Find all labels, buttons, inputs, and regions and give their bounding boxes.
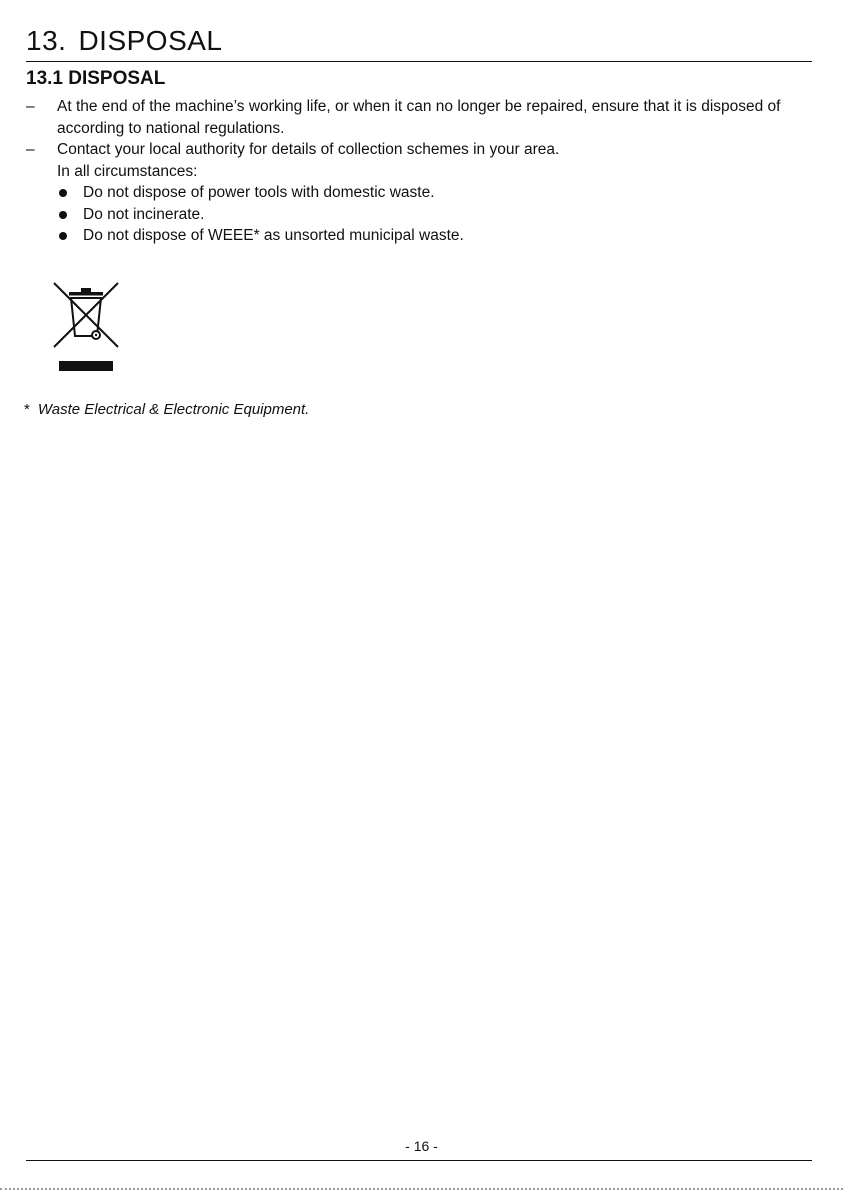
- bullet-dot-icon: [59, 211, 67, 219]
- dash-marker: –: [26, 141, 35, 158]
- heading-divider: [26, 61, 812, 62]
- list-item: [26, 139, 812, 161]
- footnote-marker: *: [24, 401, 30, 418]
- weee-crossed-bin-icon: [52, 281, 120, 373]
- circumstances-intro: In all circumstances:: [57, 162, 198, 180]
- chapter-number: 13.: [26, 25, 67, 56]
- bullet-item: [57, 204, 812, 226]
- bullet-text: Do not dispose of power tools with domestic waste.: [83, 184, 435, 201]
- footer-divider: [26, 1160, 812, 1161]
- section-title: 13.1 DISPOSAL: [26, 68, 166, 89]
- bullet-dot-icon: [59, 189, 67, 197]
- page-number: - 16 -: [405, 1138, 438, 1154]
- bullet-item: [57, 225, 812, 247]
- page-title: [26, 24, 223, 58]
- footnote: [24, 400, 309, 420]
- bullet-list: [26, 182, 812, 247]
- bullet-text: Do not incinerate.: [83, 205, 205, 223]
- bullet-text: Do not dispose of WEEE* as unsorted municipal waste.: [83, 227, 464, 244]
- chapter-title: DISPOSAL: [78, 25, 223, 56]
- bullet-dot-icon: [59, 232, 67, 240]
- list-item-text: At the end of the machine’s working life, or when it can no longer be repaired, ensure that it is disposed of according to national regulations.: [57, 98, 781, 137]
- dash-marker: –: [26, 98, 35, 115]
- bullet-item: [57, 182, 812, 204]
- list-item: [26, 96, 812, 139]
- disposal-instructions: [26, 96, 812, 247]
- footnote-text: Waste Electrical & Electronic Equipment.: [37, 401, 310, 418]
- page-edge-dotted-line: [0, 1188, 843, 1190]
- list-item-text: Contact your local authority for details of collection schemes in your area.: [57, 141, 560, 158]
